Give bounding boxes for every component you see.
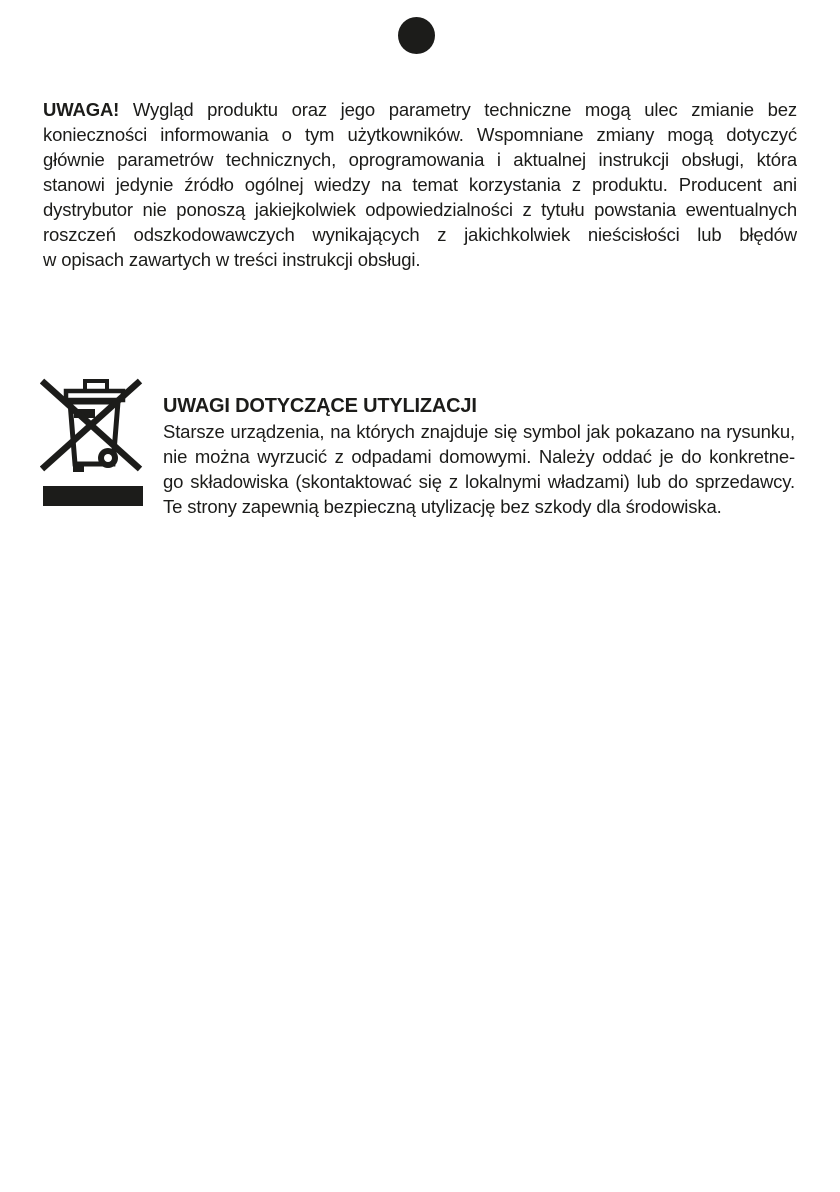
disposal-heading: UWAGI DOTYCZĄCE UTYLIZACJI — [163, 395, 477, 417]
disposal-line: Starsze urządzenia, na których znajduje się symbol jak pokazano na rysunku, — [163, 421, 795, 442]
notice-line: w opisach zawartych w treści instrukcji obsługi. — [43, 249, 421, 270]
notice-line: stanowi jedynie źródło ogólnej wiedzy na temat korzystania z produktu. Producent ani — [43, 174, 797, 195]
bin-lid — [66, 391, 123, 400]
notice-line — [43, 97, 797, 122]
page-marker-dot — [398, 17, 435, 54]
disposal-line: nie można wyrzucić z odpadami domowymi. Należy oddać je do konkretne- — [163, 446, 795, 467]
notice-line: konieczności informowania o tym użytkowników. Wspomniane zmiany mogą dotyczyć — [43, 124, 797, 145]
weee-crossed-out-bin-icon — [40, 378, 144, 508]
disposal-section — [163, 394, 795, 519]
notice-line: głównie parametrów technicznych, oprogramowania i aktualnej instrukcji obsługi, która — [43, 149, 797, 170]
notice-line: roszczeń odszkodowawczych wynikających z jakichkolwiek nieścisłości lub błędów — [43, 224, 797, 245]
disposal-line: Te strony zapewnią bezpieczną utylizację bez szkody dla środowiska. — [163, 496, 722, 517]
notice-label: UWAGA! — [43, 99, 133, 120]
notice-line: dystrybutor nie ponoszą jakiejkolwiek odpowiedzialności z tytułu powstania ewentualnych — [43, 199, 797, 220]
bin-foot — [73, 463, 84, 472]
notice-line-text: Wygląd produktu oraz jego parametry techniczne mogą ulec zmianie bez — [132, 99, 797, 120]
weee-bar — [43, 486, 143, 506]
notice-paragraph — [43, 97, 797, 272]
bin-wheel-hub — [104, 454, 112, 462]
disposal-line: go składowiska (skontaktować się z lokalnymi władzami) lub do sprzedawcy. — [163, 471, 795, 492]
